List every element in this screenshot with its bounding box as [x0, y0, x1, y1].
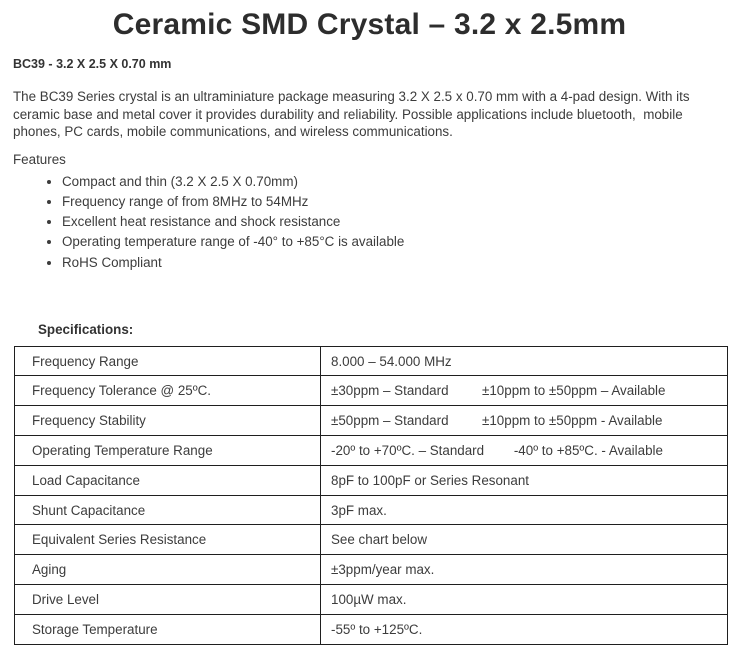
spec-value-cell: 3pF max.: [321, 495, 728, 525]
spec-value-cell: ±30ppm – Standard ±10ppm to ±50ppm – Available: [321, 376, 728, 406]
spec-value-cell: -55º to +125ºC.: [321, 614, 728, 644]
specifications-heading: Specifications:: [38, 321, 134, 337]
spec-name-cell: Drive Level: [15, 585, 321, 615]
spec-name-cell: Frequency Tolerance @ 25ºC.: [15, 376, 321, 406]
table-row: [15, 495, 728, 525]
specifications-table-body: [15, 346, 728, 644]
spec-value-cell: -20º to +70ºC. – Standard -40º to +85ºC. - Available: [321, 436, 728, 466]
spec-name-cell: Equivalent Series Resistance: [15, 525, 321, 555]
spec-name-cell: Storage Temperature: [15, 614, 321, 644]
feature-item: • Excellent heat resistance and shock resistance: [62, 214, 739, 230]
spec-name-cell: Operating Temperature Range: [15, 436, 321, 466]
spec-value-cell: 8pF to 100pF or Series Resonant: [321, 465, 728, 495]
spec-value-cell: 8.000 – 54.000 MHz: [321, 346, 728, 376]
table-row: [15, 555, 728, 585]
table-row: [15, 436, 728, 466]
table-row: [15, 465, 728, 495]
feature-item: • Compact and thin (3.2 X 2.5 X 0.70mm): [62, 174, 739, 190]
spec-name-cell: Frequency Stability: [15, 406, 321, 436]
product-description: The BC39 Series crystal is an ultraminiature package measuring 3.2 X 2.5 x 0.70 mm with a 4-pad design. With its ceramic base and metal cover it provides durability and reliability. Possible applications include bluetooth, mobile phones, PC cards, mobile communications, and wireless communications.: [13, 89, 694, 139]
spec-name-cell: Shunt Capacitance: [15, 495, 321, 525]
spec-value-cell: See chart below: [321, 525, 728, 555]
page-title: Ceramic SMD Crystal – 3.2 x 2.5mm: [112, 8, 627, 41]
table-row: [15, 585, 728, 615]
table-row: [15, 376, 728, 406]
features-heading: Features: [13, 151, 66, 167]
specifications-table: [14, 346, 728, 645]
spec-name-cell: Load Capacitance: [15, 465, 321, 495]
feature-item: • Frequency range of from 8MHz to 54MHz: [62, 194, 739, 210]
table-row: [15, 614, 728, 644]
table-row: [15, 406, 728, 436]
spec-name-cell: Aging: [15, 555, 321, 585]
spec-value-cell: 100µW max.: [321, 585, 728, 615]
part-number-subtitle: BC39 - 3.2 X 2.5 X 0.70 mm: [13, 57, 172, 71]
feature-item: • Operating temperature range of -40° to +85°C is available: [62, 234, 739, 250]
features-list: [0, 174, 739, 271]
table-row: [15, 346, 728, 376]
table-row: [15, 525, 728, 555]
spec-value-cell: ±50ppm – Standard ±10ppm to ±50ppm - Available: [321, 406, 728, 436]
feature-item: • RoHS Compliant: [62, 255, 739, 271]
spec-value-cell: ±3ppm/year max.: [321, 555, 728, 585]
spec-name-cell: Frequency Range: [15, 346, 321, 376]
